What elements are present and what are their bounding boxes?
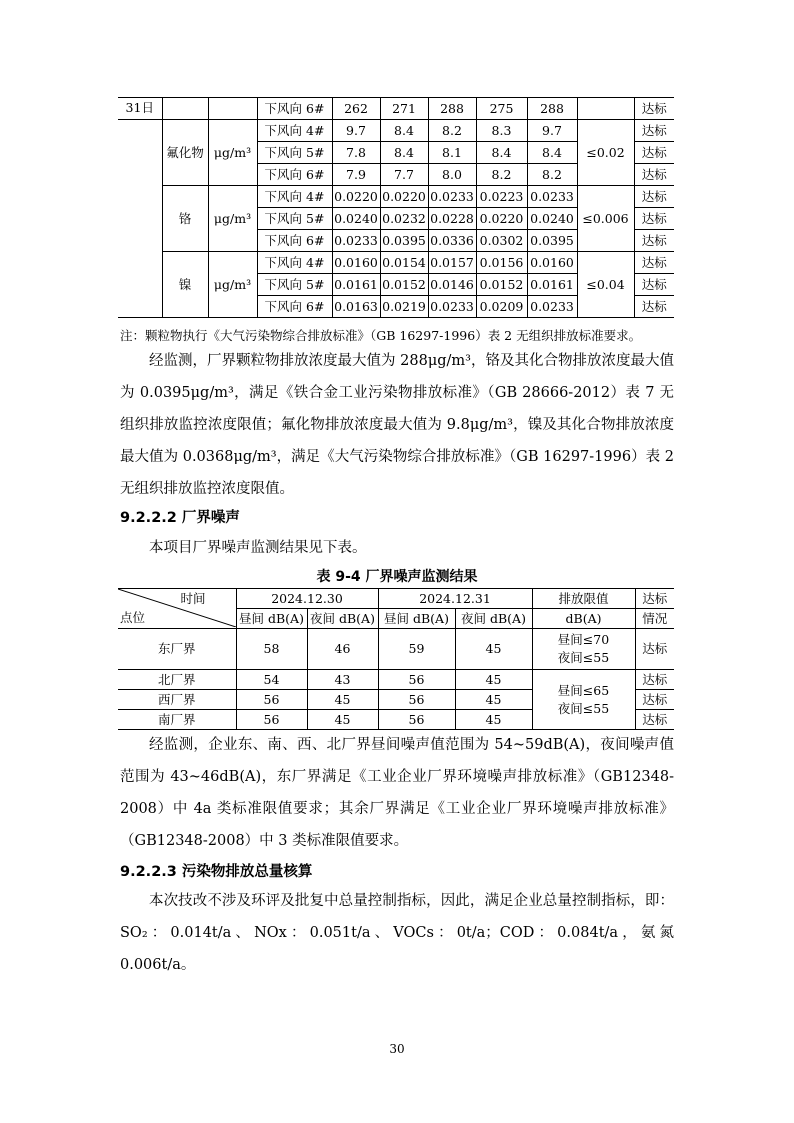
value-cell: 8.2 (476, 164, 527, 186)
value-cell: 0.0161 (527, 274, 577, 296)
point-cell: 北厂界 (118, 670, 236, 690)
page-number: 30 (389, 1042, 405, 1056)
value-cell: 7.8 (332, 142, 380, 164)
table-caption: 表 9-4 厂界噪声监测结果 (316, 569, 478, 585)
table-row (118, 98, 674, 120)
value-cell: 54 (236, 670, 307, 690)
value-cell: 0.0219 (380, 296, 428, 318)
point-cell: 下风向 4# (257, 120, 332, 142)
sub-header: 夜间 dB(A) (455, 609, 532, 629)
table-row (118, 629, 674, 670)
value-cell: 45 (455, 670, 532, 690)
value-cell: 0.0240 (332, 208, 380, 230)
section-heading-noise: 9.2.2.2 厂界噪声 (120, 510, 240, 526)
value-cell: 0.0220 (476, 208, 527, 230)
point-cell: 西厂界 (118, 690, 236, 710)
value-cell: 0.0233 (428, 296, 476, 318)
value-cell: 0.0220 (380, 186, 428, 208)
value-cell: 56 (236, 690, 307, 710)
limit-cell: 昼间≤65 夜间≤55 (532, 670, 635, 730)
value-cell: 45 (307, 690, 378, 710)
status-header: 情况 (635, 609, 674, 629)
value-cell: 0.0146 (428, 274, 476, 296)
value-cell: 0.0160 (332, 252, 380, 274)
point-cell: 下风向 6# (257, 296, 332, 318)
status-cell: 达标 (634, 186, 674, 208)
value-cell: 0.0154 (380, 252, 428, 274)
value-cell: 59 (378, 629, 455, 670)
status-cell: 达标 (634, 164, 674, 186)
status-cell: 达标 (634, 274, 674, 296)
value-cell: 271 (380, 98, 428, 120)
value-cell: 0.0233 (428, 186, 476, 208)
sub-header: 昼间 dB(A) (378, 609, 455, 629)
sub-header: 夜间 dB(A) (307, 609, 378, 629)
point-cell: 南厂界 (118, 710, 236, 730)
value-cell: 0.0233 (332, 230, 380, 252)
value-cell: 0.0240 (527, 208, 577, 230)
value-cell: 58 (236, 629, 307, 670)
paragraph-noise-result: 经监测，企业东、南、西、北厂界昼间噪声值范围为 54~59dB(A)，夜间噪声值范围为 43~46dB(A)，东厂界满足《工业企业厂界环境噪声排放标准》（GB12348-2008）中 4a 类标准限值要求；其余厂界满足《工业企业厂界环境噪声排放标准》（GB12348-2008）中 3 类标准限值要求。 (120, 737, 674, 849)
value-cell: 43 (307, 670, 378, 690)
pollutant-cell: 镍 (162, 252, 208, 318)
value-cell: 0.0160 (527, 252, 577, 274)
limit-cell: ≤0.006 (577, 186, 634, 252)
unit-cell: μg/m³ (208, 120, 257, 186)
paragraph-air-result: 经监测，厂界颗粒物排放浓度最大值为 288μg/m³，铬及其化合物排放浓度最大值为 0.0395μg/m³，满足《铁合金工业污染物排放标准》（GB 28666-2012）表 7 无组织排放监控浓度限值；氟化物排放浓度最大值为 9.8μg/m³，镍及其化合物排放浓度最大值为 0.0368μg/m³，满足《大气污染物综合排放标准》（GB 16297-1996）表 2 无组织排放监控浓度限值。 (120, 353, 674, 497)
value-cell: 8.4 (380, 142, 428, 164)
pollutant-cell: 氟化物 (162, 120, 208, 186)
status-cell: 达标 (635, 690, 674, 710)
point-cell: 下风向 5# (257, 142, 332, 164)
status-cell: 达标 (634, 208, 674, 230)
status-cell: 达标 (634, 230, 674, 252)
status-cell: 达标 (635, 670, 674, 690)
limit-cell: 昼间≤70 夜间≤55 (532, 629, 635, 670)
value-cell: 0.0233 (527, 296, 577, 318)
pollutant-cell: 铬 (162, 186, 208, 252)
value-cell: 56 (378, 670, 455, 690)
value-cell: 8.1 (428, 142, 476, 164)
corner-bottom-label: 点位 (120, 610, 146, 625)
value-cell: 0.0223 (476, 186, 527, 208)
value-cell: 0.0302 (476, 230, 527, 252)
value-cell: 0.0156 (476, 252, 527, 274)
point-cell: 下风向 5# (257, 208, 332, 230)
value-cell: 8.0 (428, 164, 476, 186)
status-header: 达标 (635, 589, 674, 609)
value-cell: 8.4 (476, 142, 527, 164)
status-cell: 达标 (634, 142, 674, 164)
value-cell: 0.0161 (332, 274, 380, 296)
table-row (118, 120, 674, 142)
value-cell: 0.0152 (476, 274, 527, 296)
value-cell: 288 (527, 98, 577, 120)
value-cell: 0.0209 (476, 296, 527, 318)
value-cell: 7.9 (332, 164, 380, 186)
value-cell: 8.4 (527, 142, 577, 164)
status-cell: 达标 (634, 296, 674, 318)
value-cell: 0.0157 (428, 252, 476, 274)
value-cell: 0.0232 (380, 208, 428, 230)
corner-header (118, 589, 236, 629)
value-cell: 8.4 (380, 120, 428, 142)
value-cell: 46 (307, 629, 378, 670)
value-cell: 0.0220 (332, 186, 380, 208)
table-header-row (118, 589, 674, 609)
value-cell: 56 (236, 710, 307, 730)
status-cell: 达标 (634, 98, 674, 120)
value-cell: 8.2 (527, 164, 577, 186)
point-cell: 下风向 4# (257, 186, 332, 208)
value-cell: 45 (455, 710, 532, 730)
value-cell: 288 (428, 98, 476, 120)
status-cell: 达标 (634, 252, 674, 274)
status-cell: 达标 (634, 120, 674, 142)
limit-header: 排放限值 (532, 589, 635, 609)
table-row (118, 670, 674, 690)
value-cell: 7.7 (380, 164, 428, 186)
emission-table (118, 97, 674, 318)
point-cell: 下风向 4# (257, 252, 332, 274)
status-cell: 达标 (635, 710, 674, 730)
table-note: 注：颗粒物执行《大气污染物综合排放标准》（GB 16297-1996）表 2 无组织排放标准要求。 (120, 328, 642, 343)
value-cell: 0.0228 (428, 208, 476, 230)
value-cell: 0.0163 (332, 296, 380, 318)
point-cell: 下风向 6# (257, 230, 332, 252)
unit-cell: μg/m³ (208, 186, 257, 252)
value-cell: 9.7 (332, 120, 380, 142)
corner-top-label: 时间 (180, 591, 206, 606)
value-cell: 0.0152 (380, 274, 428, 296)
limit-cell: ≤0.04 (577, 252, 634, 318)
noise-table (118, 588, 674, 730)
table-row (118, 252, 674, 274)
date-header: 2024.12.30 (236, 589, 378, 609)
table-row (118, 186, 674, 208)
unit-cell: μg/m³ (208, 252, 257, 318)
value-cell: 0.0233 (527, 186, 577, 208)
value-cell: 56 (378, 710, 455, 730)
value-cell: 8.3 (476, 120, 527, 142)
sub-header: 昼间 dB(A) (236, 609, 307, 629)
paragraph-noise-intro: 本项目厂界噪声监测结果见下表。 (149, 540, 367, 556)
status-cell: 达标 (635, 629, 674, 670)
value-cell: 275 (476, 98, 527, 120)
point-cell: 下风向 5# (257, 274, 332, 296)
value-cell: 45 (455, 629, 532, 670)
date-header: 2024.12.31 (378, 589, 532, 609)
value-cell: 9.7 (527, 120, 577, 142)
point-cell: 下风向 6# (257, 98, 332, 120)
value-cell: 45 (455, 690, 532, 710)
point-cell: 东厂界 (118, 629, 236, 670)
limit-cell: ≤0.02 (577, 120, 634, 186)
paragraph-total: 本次技改不涉及环评及批复中总量控制指标，因此，满足企业总量控制指标，即：SO₂：0.014t/a、NOx：0.051t/a、VOCs：0t/a；COD：0.084t/a，氨氮 0.006t/a。 (120, 893, 674, 973)
value-cell: 45 (307, 710, 378, 730)
limit-unit-header: dB(A) (532, 609, 635, 629)
value-cell: 262 (332, 98, 380, 120)
section-heading-total: 9.2.2.3 污染物排放总量核算 (120, 864, 313, 880)
point-cell: 下风向 6# (257, 164, 332, 186)
value-cell: 8.2 (428, 120, 476, 142)
date-cell: 31日 (118, 98, 162, 120)
value-cell: 0.0336 (428, 230, 476, 252)
value-cell: 56 (378, 690, 455, 710)
value-cell: 0.0395 (380, 230, 428, 252)
value-cell: 0.0395 (527, 230, 577, 252)
